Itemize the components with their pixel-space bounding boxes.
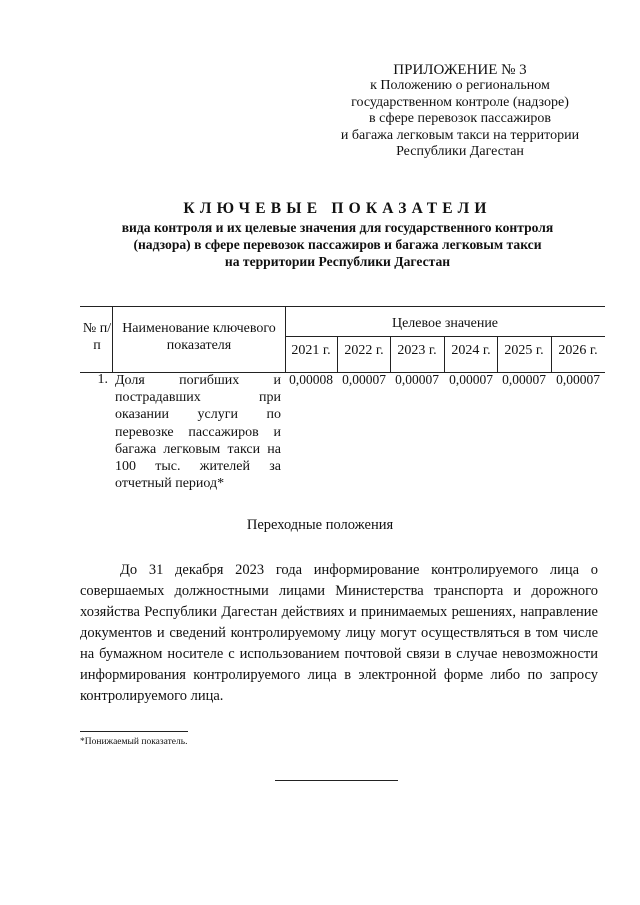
heading-subtitle-line: вида контроля и их целевые значения для государственного контроля — [121, 220, 554, 235]
year-header: 2024 г. — [451, 343, 491, 358]
year-header: 2023 г. — [397, 343, 437, 358]
table-top-rule — [80, 306, 605, 307]
section-title: Переходные положения — [246, 517, 394, 533]
heading-subtitle-line: на территории Республики Дагестан — [224, 254, 451, 269]
table-divider — [285, 336, 605, 337]
appendix-line: к Положению о региональном — [370, 78, 550, 94]
target-value: 0,00007 — [556, 372, 600, 387]
appendix-line: Республики Дагестан — [396, 144, 524, 160]
footnote-separator — [80, 731, 188, 732]
heading-subtitle-line: (надзора) в сфере перевозок пассажиров и багажа легковым такси — [133, 237, 542, 252]
appendix-line: и багажа легковым такси на территории — [340, 127, 580, 143]
appendix-line: государственном контроле (надзоре) — [351, 94, 569, 110]
year-header: 2026 г. — [558, 343, 598, 358]
appendix-line: в сфере перевозок пассажиров — [369, 111, 551, 127]
target-value: 0,00007 — [395, 372, 439, 387]
year-header: 2025 г. — [504, 343, 544, 358]
target-value: 0,00007 — [449, 372, 493, 387]
target-value: 0,00007 — [342, 372, 386, 387]
year-header: 2022 г. — [344, 343, 384, 358]
target-value: 0,00007 — [502, 372, 546, 387]
year-header: 2021 г. — [291, 343, 331, 358]
col-header-num: № п/п — [82, 321, 112, 353]
appendix-title: ПРИЛОЖЕНИЕ № 3 — [393, 62, 527, 78]
document-heading — [60, 199, 615, 270]
col-header-name: Наименование ключевого показателя — [122, 321, 276, 353]
table-divider — [112, 306, 113, 372]
row-number: 1. — [97, 372, 108, 387]
indicator-name: Доля погибших и пострадавших при оказании услуги по перевозке пассажиров и багажа легковым такси на 100 тыс. жителей за отчетный период* — [115, 373, 281, 492]
col-header-target: Целевое значение — [391, 316, 499, 331]
heading-title: КЛЮЧЕВЫЕ ПОКАЗАТЕЛИ — [183, 200, 492, 217]
target-value: 0,00008 — [289, 372, 333, 387]
appendix-block — [300, 62, 620, 160]
body-paragraph: До 31 декабря 2023 года информирование контролируемого лица о совершаемых должностными лицами Министерства транспорта и дорожного хозяйства Республики Дагестан действиях и принимаемых решениях, направление документов и сведений контролируемому лицу могут осуществляться в том числе на бумажном носителе с использованием почтовой связи в случае невозможности информирования контролируемого лица в электронной форме либо по запросу контролируемого лица. — [80, 562, 598, 704]
end-of-document-rule — [275, 780, 398, 781]
footnote-text: *Понижаемый показатель. — [80, 737, 188, 747]
